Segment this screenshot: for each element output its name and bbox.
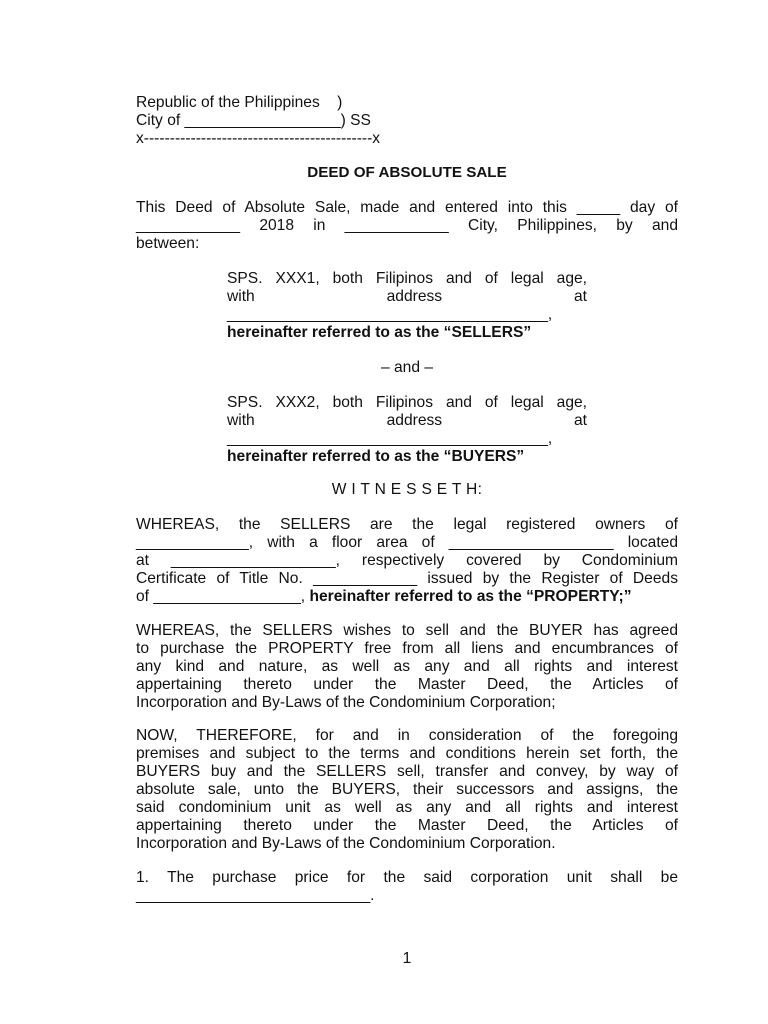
item1-line: 1. The purchase price for the said corporation unit shall be — [136, 869, 678, 886]
buyers-block — [227, 394, 587, 466]
whereas2-line: to purchase the PROPERTY free from all liens and encumbrances of — [136, 640, 678, 657]
now-therefore-line: NOW, THEREFORE, for and in consideration of the foregoing — [136, 727, 678, 744]
intro-line: This Deed of Absolute Sale, made and entered into this _____ day of — [136, 199, 678, 216]
whereas2-line: any kind and nature, as well as any and all rights and interest — [136, 658, 678, 675]
property-designation: hereinafter referred to as the “PROPERTY;” — [309, 588, 632, 605]
item-1-paragraph — [136, 869, 678, 905]
whereas2-line: Incorporation and By-Laws of the Condominium Corporation; — [136, 694, 556, 711]
caption-city: City of __________________) SS — [136, 112, 371, 129]
now-therefore-line: premises and subject to the terms and conditions herein set forth, the — [136, 745, 678, 762]
whereas1-line: WHEREAS, the SELLERS are the legal registered owners of — [136, 516, 678, 533]
whereas1-line — [136, 588, 678, 606]
whereas1-line: Certificate of Title No. ____________ issued by the Register of Deeds — [136, 570, 678, 587]
now-therefore-paragraph — [136, 727, 678, 853]
witnesseth-heading: W I T N E S S E T H: — [331, 481, 483, 498]
buyers-line: _____________________________________, — [227, 430, 553, 447]
caption-republic: Republic of the Philippines ) — [136, 94, 343, 111]
whereas2-line: appertaining thereto under the Master Deed, the Articles of — [136, 676, 678, 693]
buyers-line: with address at — [227, 412, 587, 429]
whereas-paragraph-1 — [136, 516, 678, 606]
sellers-line: SPS. XXX1, both Filipinos and of legal age, — [227, 270, 587, 287]
sellers-block — [227, 270, 587, 342]
intro-line: ____________ 2018 in ____________ City, Philippines, by and — [136, 217, 678, 234]
now-therefore-line: appertaining thereto under the Master Deed, the Articles of — [136, 817, 678, 834]
intro-paragraph — [136, 199, 678, 253]
venue-caption — [136, 94, 496, 148]
now-therefore-line: BUYERS buy and the SELLERS sell, transfer and convey, by way of — [136, 763, 678, 780]
sellers-designation: hereinafter referred to as the “SELLERS” — [227, 324, 532, 341]
sellers-line: with address at — [227, 288, 587, 305]
now-therefore-line: Incorporation and By-Laws of the Condominium Corporation. — [136, 835, 556, 852]
and-separator: – and – — [380, 359, 434, 376]
now-therefore-line: said condominium unit as well as any and all rights and interest — [136, 799, 678, 816]
whereas1-line: _____________, with a floor area of ___________________ located — [136, 534, 678, 551]
whereas-paragraph-2 — [136, 622, 678, 712]
whereas1-line-start: of _________________, — [136, 588, 310, 605]
caption-divider: x--------------------------------------------x — [136, 130, 381, 147]
intro-line: between: — [136, 235, 200, 252]
now-therefore-line: absolute sale, unto the BUYERS, their successors and assigns, the — [136, 781, 678, 798]
buyers-designation: hereinafter referred to as the “BUYERS” — [227, 448, 525, 465]
buyers-line: SPS. XXX2, both Filipinos and of legal age, — [227, 394, 587, 411]
item1-line: ___________________________. — [136, 887, 375, 904]
whereas2-line: WHEREAS, the SELLERS wishes to sell and the BUYER has agreed — [136, 622, 678, 639]
document-title: DEED OF ABSOLUTE SALE — [307, 164, 507, 181]
page-number: 1 — [402, 950, 412, 967]
sellers-line: _____________________________________, — [227, 306, 553, 323]
whereas1-line: at ___________________, respectively covered by Condominium — [136, 552, 678, 569]
